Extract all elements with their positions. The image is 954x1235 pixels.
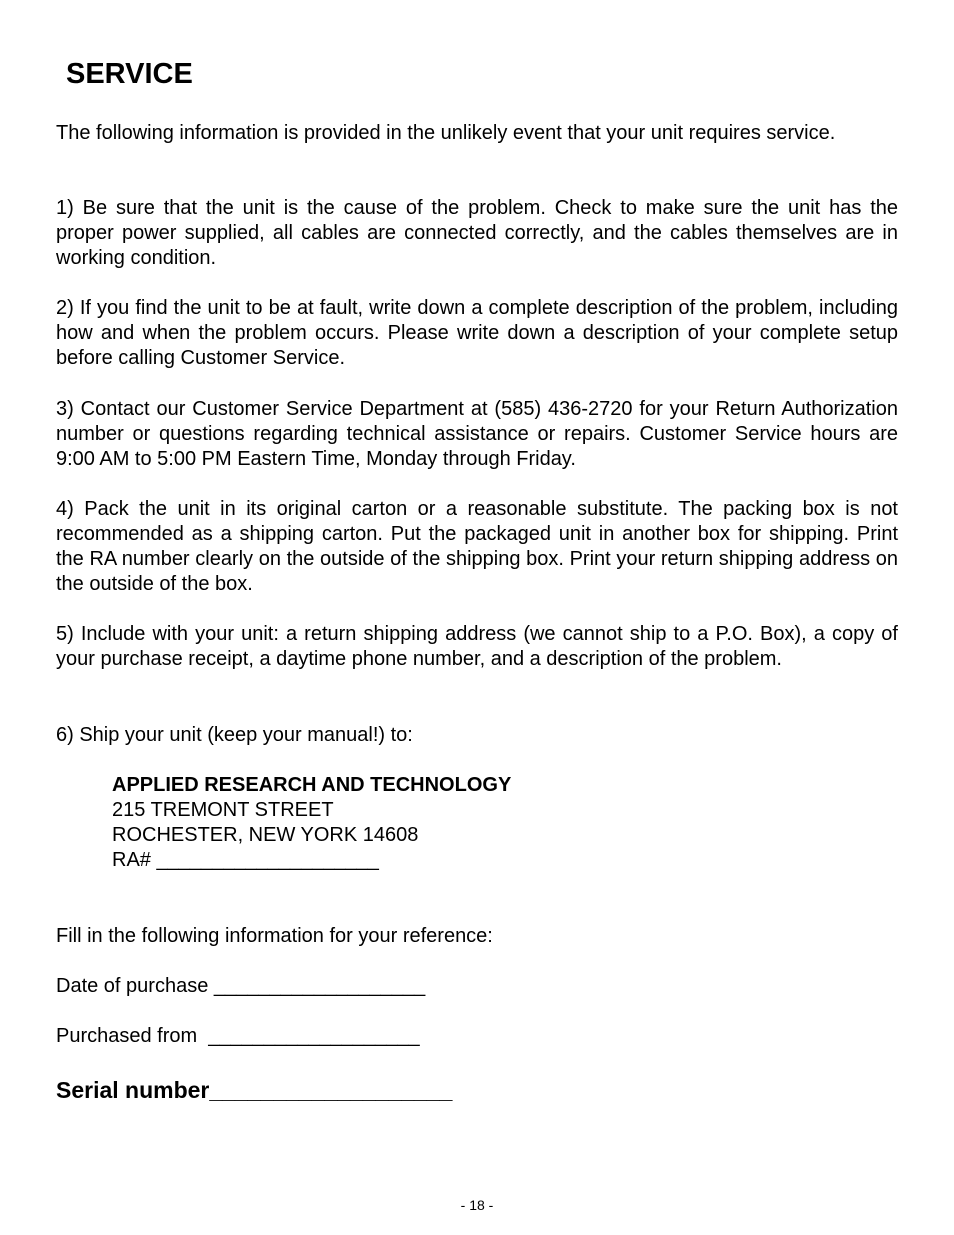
step-1: 1) Be sure that the unit is the cause of the problem. Check to make sure the unit has the proper power supplied, all cables are connected correctly, and the cables themselves are in working condition. bbox=[56, 197, 898, 269]
serial-number-field: Serial number___________________ bbox=[56, 1077, 453, 1103]
step-5: 5) Include with your unit: a return shipping address (we cannot ship to a P.O. Box), a copy of your purchase receipt, a daytime phone number, and a description of the problem. bbox=[56, 623, 898, 670]
step-4: 4) Pack the unit in its original carton or a reasonable substitute. The packing box is not recommended as a shipping carton. Put the packaged unit in another box for shipping. Print the RA number clearly on the outside of the shipping box. Print your return shipping address on the outside of the box. bbox=[56, 498, 898, 595]
purchased-from-field: Purchased from ___________________ bbox=[56, 1025, 420, 1047]
date-of-purchase-field: Date of purchase ___________________ bbox=[56, 975, 426, 997]
address-company: APPLIED RESEARCH AND TECHNOLOGY bbox=[112, 774, 512, 796]
page-title: SERVICE bbox=[66, 58, 193, 90]
address-street: 215 TREMONT STREET bbox=[112, 799, 334, 821]
step-3: 3) Contact our Customer Service Department at (585) 436-2720 for your Return Authorization number or questions regarding technical assistance or repairs. Customer Service hours are 9:00 AM to 5:00 PM Eastern Time, Monday through Friday. bbox=[56, 398, 898, 470]
reference-intro: Fill in the following information for your reference: bbox=[56, 925, 493, 947]
address-ra-line: RA# ____________________ bbox=[112, 849, 379, 871]
address-city: ROCHESTER, NEW YORK 14608 bbox=[112, 824, 419, 846]
intro-paragraph: The following information is provided in the unlikely event that your unit requires service. bbox=[56, 122, 836, 144]
shipping-address bbox=[112, 773, 511, 873]
page-number: - 18 - bbox=[460, 1197, 494, 1213]
step-6: 6) Ship your unit (keep your manual!) to: bbox=[56, 724, 413, 746]
step-2: 2) If you find the unit to be at fault, write down a complete description of the problem, including how and when the problem occurs. Please write down a description of your complete setup before calling Customer Service. bbox=[56, 297, 898, 369]
